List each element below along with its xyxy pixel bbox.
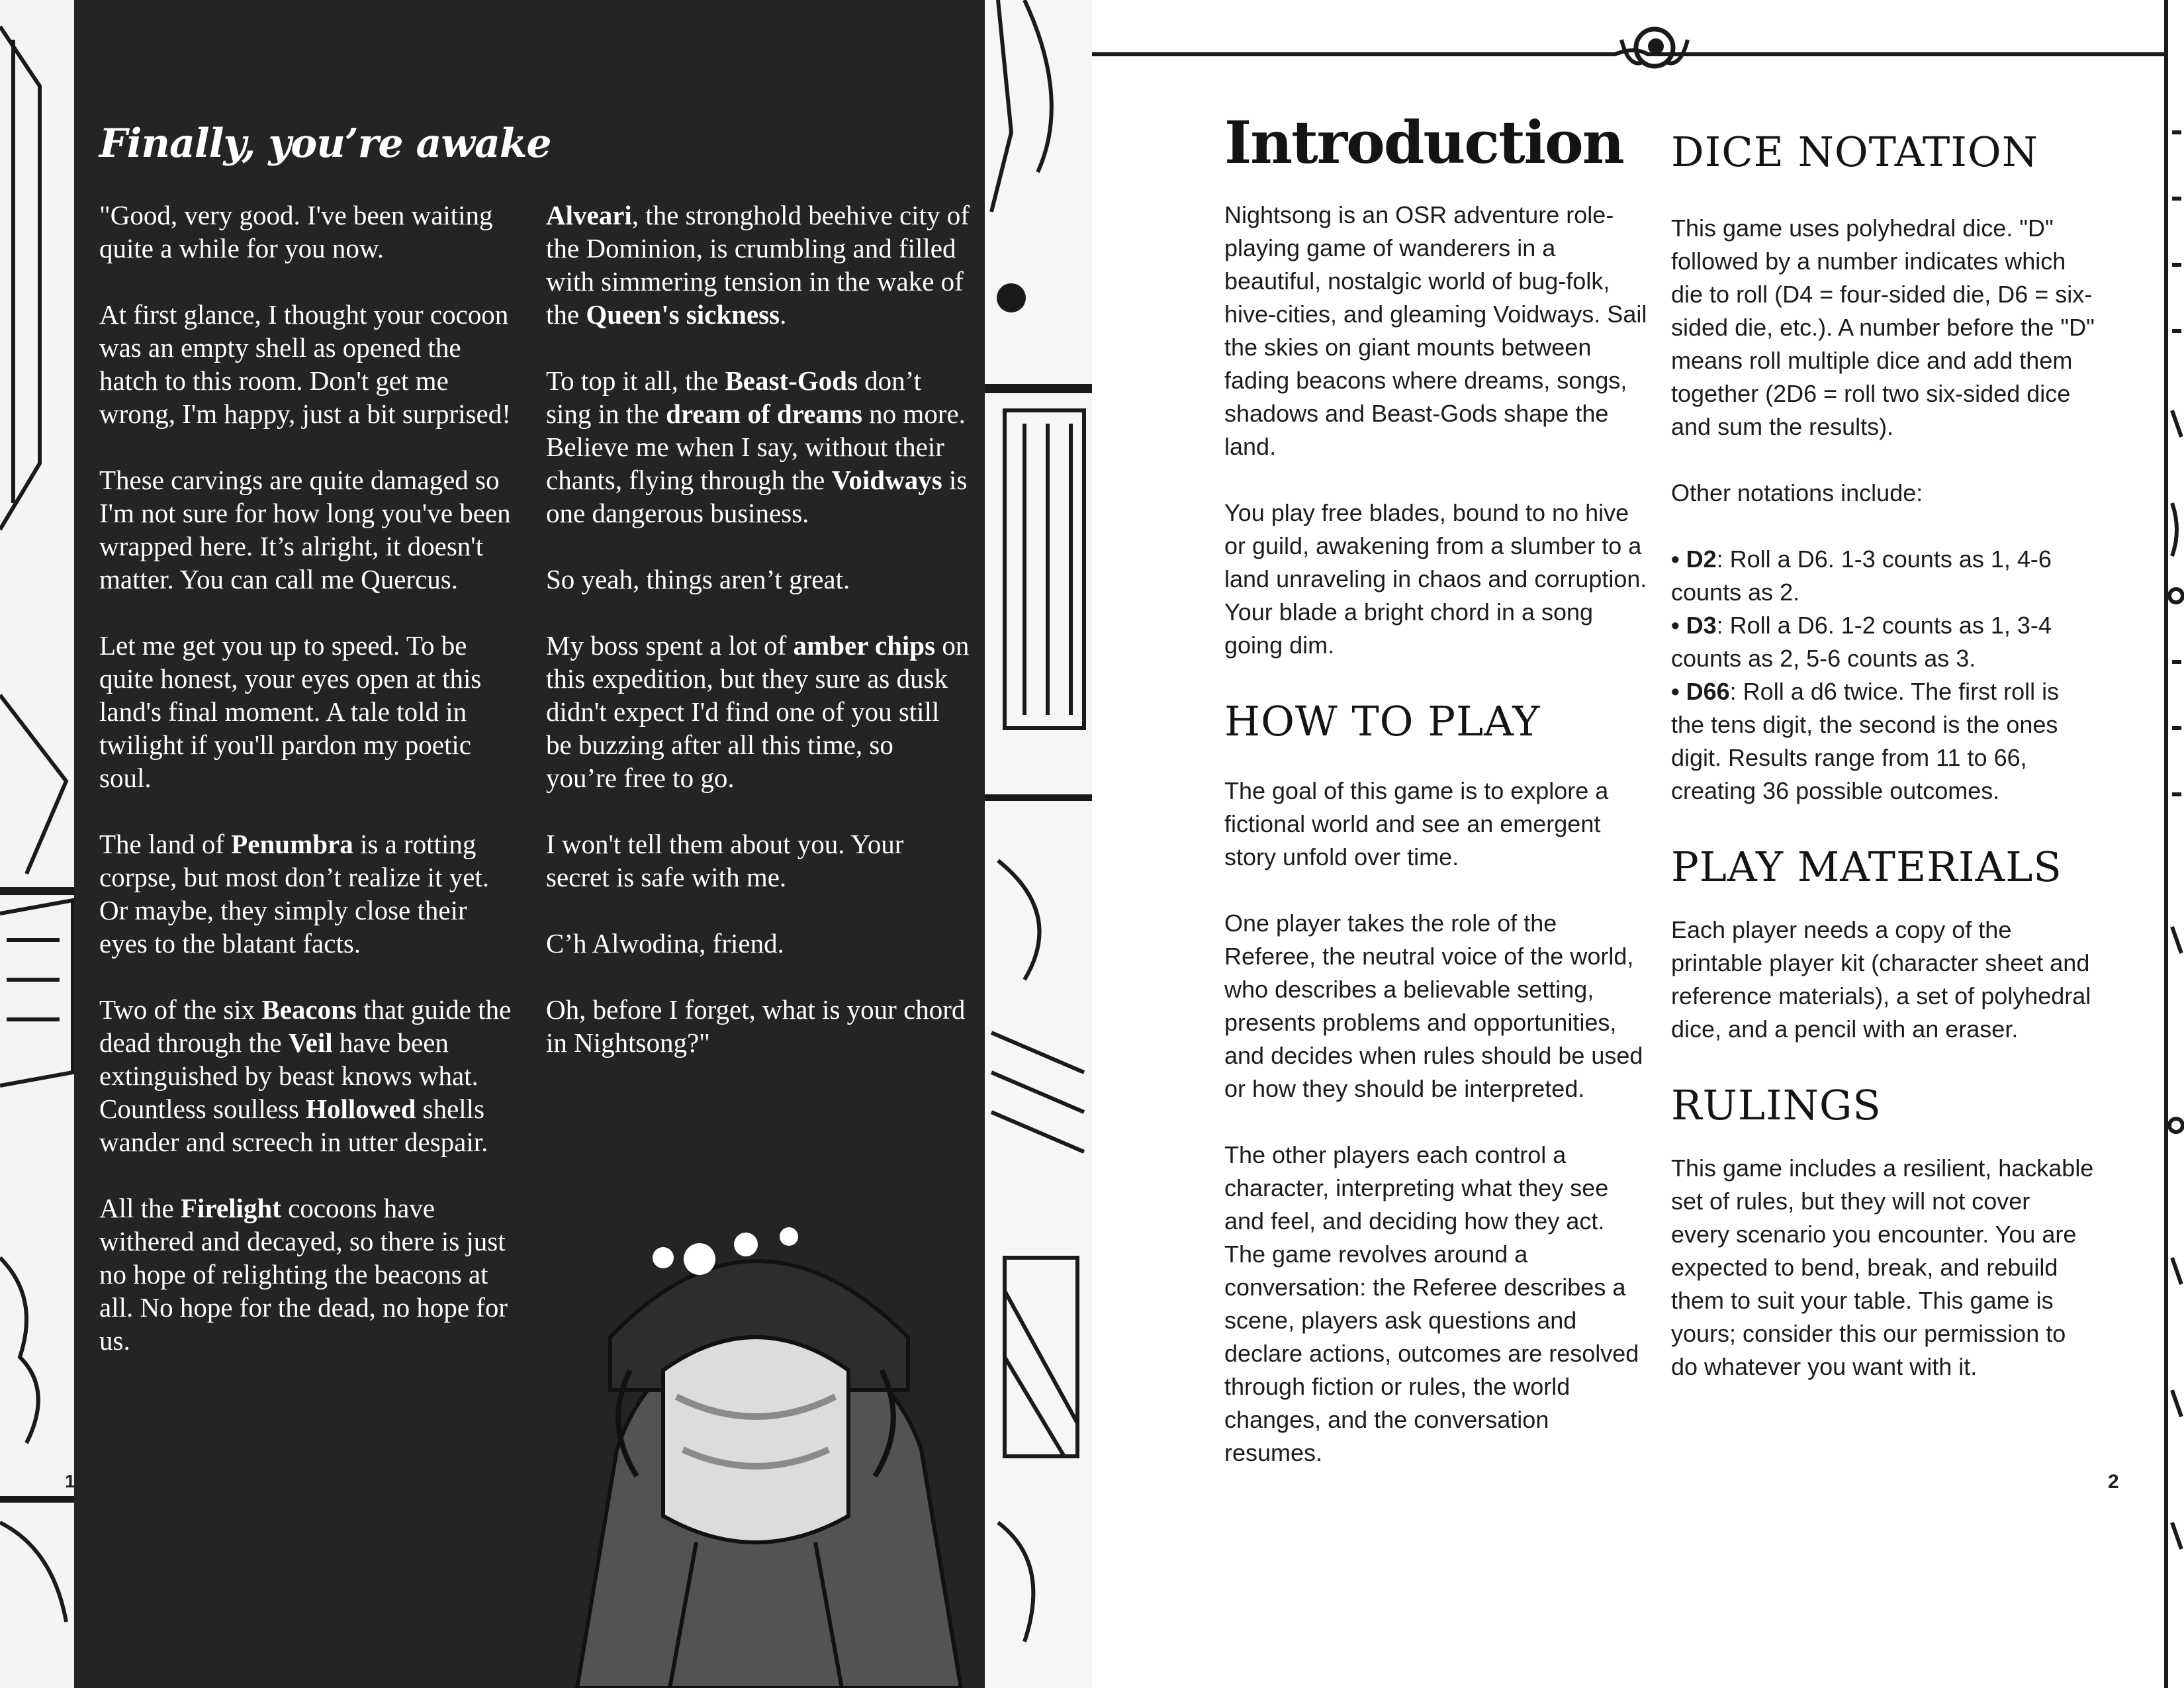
intro-column <box>1224 106 1648 1503</box>
story-paragraph: Two of the six Beacons that guide the dead through the Veil have been extinguished by beast knows what. Countless soulless Hollowed shells wander and screech in utter despair. <box>99 994 512 1157</box>
story-paragraph: These carvings are quite damaged so I'm not sure for how long you've been wrapped here. It’s alright, it doesn't matter. You can call me Quercus. <box>99 465 511 594</box>
intro-paragraph: You play free blades, bound to no hive or guild, awakening from a slumber to a land unraveling in chaos and corruption. Your blade a bright chord in a song going dim. <box>1224 499 1647 659</box>
list-item: • D2: Roll a D6. 1-3 counts as 1, 4-6 counts as 2. <box>1671 545 2052 606</box>
story-paragraph: So yeah, things aren’t great. <box>546 564 850 594</box>
top-swirl-divider <box>1092 0 2184 93</box>
story-column-2 <box>546 199 970 1092</box>
story-paragraph: My boss spent a lot of amber chips on this expedition, but they sure as dusk didn't expect I'd find one of you still be buzzing after all this time, so you’re free to go. <box>546 630 970 793</box>
play-materials-heading: PLAY MATERIALS <box>1671 843 2062 891</box>
dice-notation-paragraph: This game uses polyhedral dice. "D" followed by a number indicates which die to roll (D4 = four-sided die, D6 = six-sided die, etc.). A number before the "D" means roll multiple dice and add them together (2D6 = roll two six-sided dice and sum the results). <box>1671 214 2095 440</box>
list-item: • D66: Roll a d6 twice. The first roll is the tens digit, the second is the ones digit. Results range from 11 to 66, creating 36 possible outcomes. <box>1671 678 2060 804</box>
term-alveari: Alveari <box>546 200 632 230</box>
rules-column <box>1671 106 2095 1417</box>
introduction-heading: Introduction <box>1224 108 1623 177</box>
rulings-heading: RULINGS <box>1671 1081 1882 1129</box>
dice-notation-heading: DICE NOTATION <box>1671 128 2038 176</box>
story-paragraph: All the Firelight cocoons have withered and decayed, so there is just no hope of relighting the beacons at all. No hope for the dead, no hope for us. <box>99 1193 508 1356</box>
story-paragraph: "Good, very good. I've been waiting quite a while for you now. <box>99 200 493 263</box>
notations-lead: Other notations include: <box>1671 479 1923 506</box>
story-paragraph: To top it all, the Beast-Gods don’t sing in the dream of dreams no more. Believe me when I say, without their chants, flying through the Voidways is one dangerous business. <box>546 365 968 528</box>
right-border-pattern <box>2159 0 2184 1688</box>
rulings-paragraph: This game includes a resilient, hackable set of rules, but they will not cover every scenario you encounter. You are expected to bend, break, and rebuild them to suit your table. This game is yours; consider this our permission to do whatever you want with it. <box>1671 1154 2094 1380</box>
term-beacons: Beacons <box>261 994 357 1025</box>
story-panel <box>74 0 985 1688</box>
term-queens-sickness: Queen's sickness <box>586 299 780 330</box>
how-to-play-paragraph: One player takes the role of the Referee, the neutral voice of the world, who describes a believable setting, presents problems and opportunities, and decides when rules should be used or how they should be interpreted. <box>1224 910 1643 1102</box>
right-page <box>1092 0 2184 1688</box>
hooded-figure-illustration <box>537 1172 985 1688</box>
notation-term: D3 <box>1686 612 1717 639</box>
term-veil: Veil <box>288 1027 333 1058</box>
play-materials-paragraph: Each player needs a copy of the printable player kit (character sheet and reference materials), a set of polyhedral dice, and a pencil with an eraser. <box>1671 916 2091 1043</box>
term-firelight: Firelight <box>180 1193 281 1223</box>
story-paragraph: Oh, before I forget, what is your chord in Nightsong?" <box>546 994 966 1058</box>
story-column-1 <box>99 199 514 1390</box>
story-paragraph: C’h Alwodina, friend. <box>546 928 784 959</box>
story-paragraph: I won't tell them about you. Your secret is safe with me. <box>546 829 904 892</box>
page-number: 2 <box>2108 1471 2119 1493</box>
story-paragraph: Alveari, the stronghold beehive city of the Dominion, is crumbling and filled with simmering tension in the wake of the Queen's sickness. <box>546 200 970 330</box>
how-to-play-paragraph: The goal of this game is to explore a fictional world and see an emergent story unfold over time. <box>1224 777 1609 870</box>
list-item: • D3: Roll a D6. 1-2 counts as 1, 3-4 counts as 2, 5-6 counts as 3. <box>1671 612 2052 672</box>
page-number: 1 <box>65 1471 75 1491</box>
story-paragraph: Let me get you up to speed. To be quite honest, your eyes open at this land's final moment. A tale told in twilight if you'll pardon my poetic soul. <box>99 630 482 793</box>
term-hollowed: Hollowed <box>306 1094 416 1124</box>
how-to-play-heading: HOW TO PLAY <box>1224 697 1541 745</box>
notation-term: D66 <box>1686 678 1730 705</box>
left-gutter-illustration <box>985 0 1092 1688</box>
how-to-play-paragraph: The other players each control a character, interpreting what they see and feel, and deciding how they act. The game revolves around a conversation: the Referee describes a scene, players ask questions and declare actions, outcomes are resolved through fiction or rules, the world changes, and the conversation resumes. <box>1224 1141 1639 1466</box>
term-dream-of-dreams: dream of dreams <box>666 399 862 429</box>
term-voidways: Voidways <box>831 465 942 495</box>
notation-list <box>1671 543 2095 808</box>
term-penumbra: Penumbra <box>231 829 353 859</box>
left-border-illustration <box>0 0 74 1688</box>
term-beast-gods: Beast-Gods <box>725 365 858 396</box>
intro-paragraph: Nightsong is an OSR adventure role-playing game of wanderers in a beautiful, nostalgic world of bug-folk, hive-cities, and gleaming Voidways. Sail the skies on giant mounts between fading beacons where dreams, songs, shadows and Beast-Gods shape the land. <box>1224 201 1647 460</box>
notation-term: D2 <box>1686 545 1717 573</box>
story-title: Finally, you’re awake <box>99 120 551 167</box>
story-paragraph: At first glance, I thought your cocoon was an empty shell as opened the hatch to this room. Don't get me wrong, I'm happy, just a bit surprised! <box>99 299 511 429</box>
term-amber-chips: amber chips <box>793 630 936 661</box>
story-paragraph: The land of Penumbra is a rotting corpse, but most don’t realize it yet. Or maybe, they simply close their eyes to the blatant facts. <box>99 829 490 959</box>
